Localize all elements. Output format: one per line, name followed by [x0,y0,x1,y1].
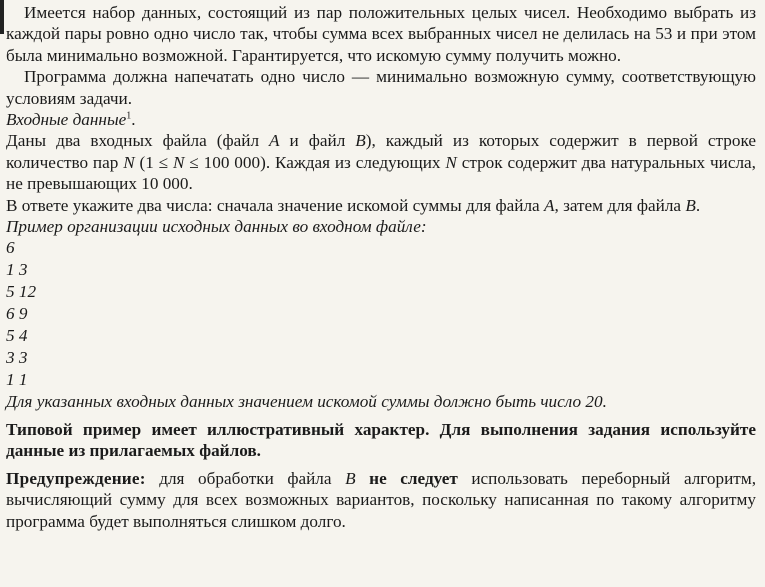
scan-edge-mark [0,0,4,34]
input-heading-line: Входные данные$^1$. [6,110,136,130]
footnote-mark: 1 [126,110,132,122]
answer-instruction: В ответе укажите два числа: сначала значение искомой суммы для файла A, затем для файла B. [6,195,701,215]
file-a-label: A [269,131,280,151]
task-document [6,2,756,532]
input-description: Даны два входных файла (файл A и файл B), каждый из которых содержит в первой строке количество пар N (1 ≤ N ≤ 100 000). Каждая из следующих N строк содержит два натуральных числа, не превышающих 10 000. [6,131,756,194]
example-data [6,237,756,391]
warning: Предупреждение: для обработки файла B не следует использовать переборный алгоритм, вычисляющий сумму для всех возможных вариантов, поскольку написанная по такому алгоритму программа будет выполняться слишком долго. [6,468,756,531]
example-line: 5 4 [6,326,28,346]
illustrative-note: Типовой пример имеет иллюстративный характер. Для выполнения задания используйте данные из прилагаемых файлов. [6,419,756,461]
example-line: 3 3 [6,348,28,368]
input-heading: Входные данные [6,110,127,130]
example-heading: Пример организации исходных данных во входном файле: [6,217,427,237]
example-line: 6 [6,238,15,258]
example-result: Для указанных входных данных значением искомой суммы должно быть число 20. [6,392,607,412]
output-requirement: Программа должна напечатать одно число — минимально возможную сумму, соответствующую условиям задачи. [6,67,756,108]
file-b-label: B [355,131,366,151]
example-line: 1 3 [6,260,28,280]
task-intro: Имеется набор данных, состоящий из пар положительных целых чисел. Необходимо выбрать из каждой пары ровно одно число так, чтобы сумма всех выбранных чисел не делилась на 53 и при этом была минимально возможной. Гарантируется, что искомую сумму получить можно. [6,3,756,65]
example-line: 6 9 [6,304,28,324]
example-line: 1 1 [6,370,28,390]
warning-label: Предупреждение: [6,468,146,488]
example-line: 5 12 [6,282,37,302]
